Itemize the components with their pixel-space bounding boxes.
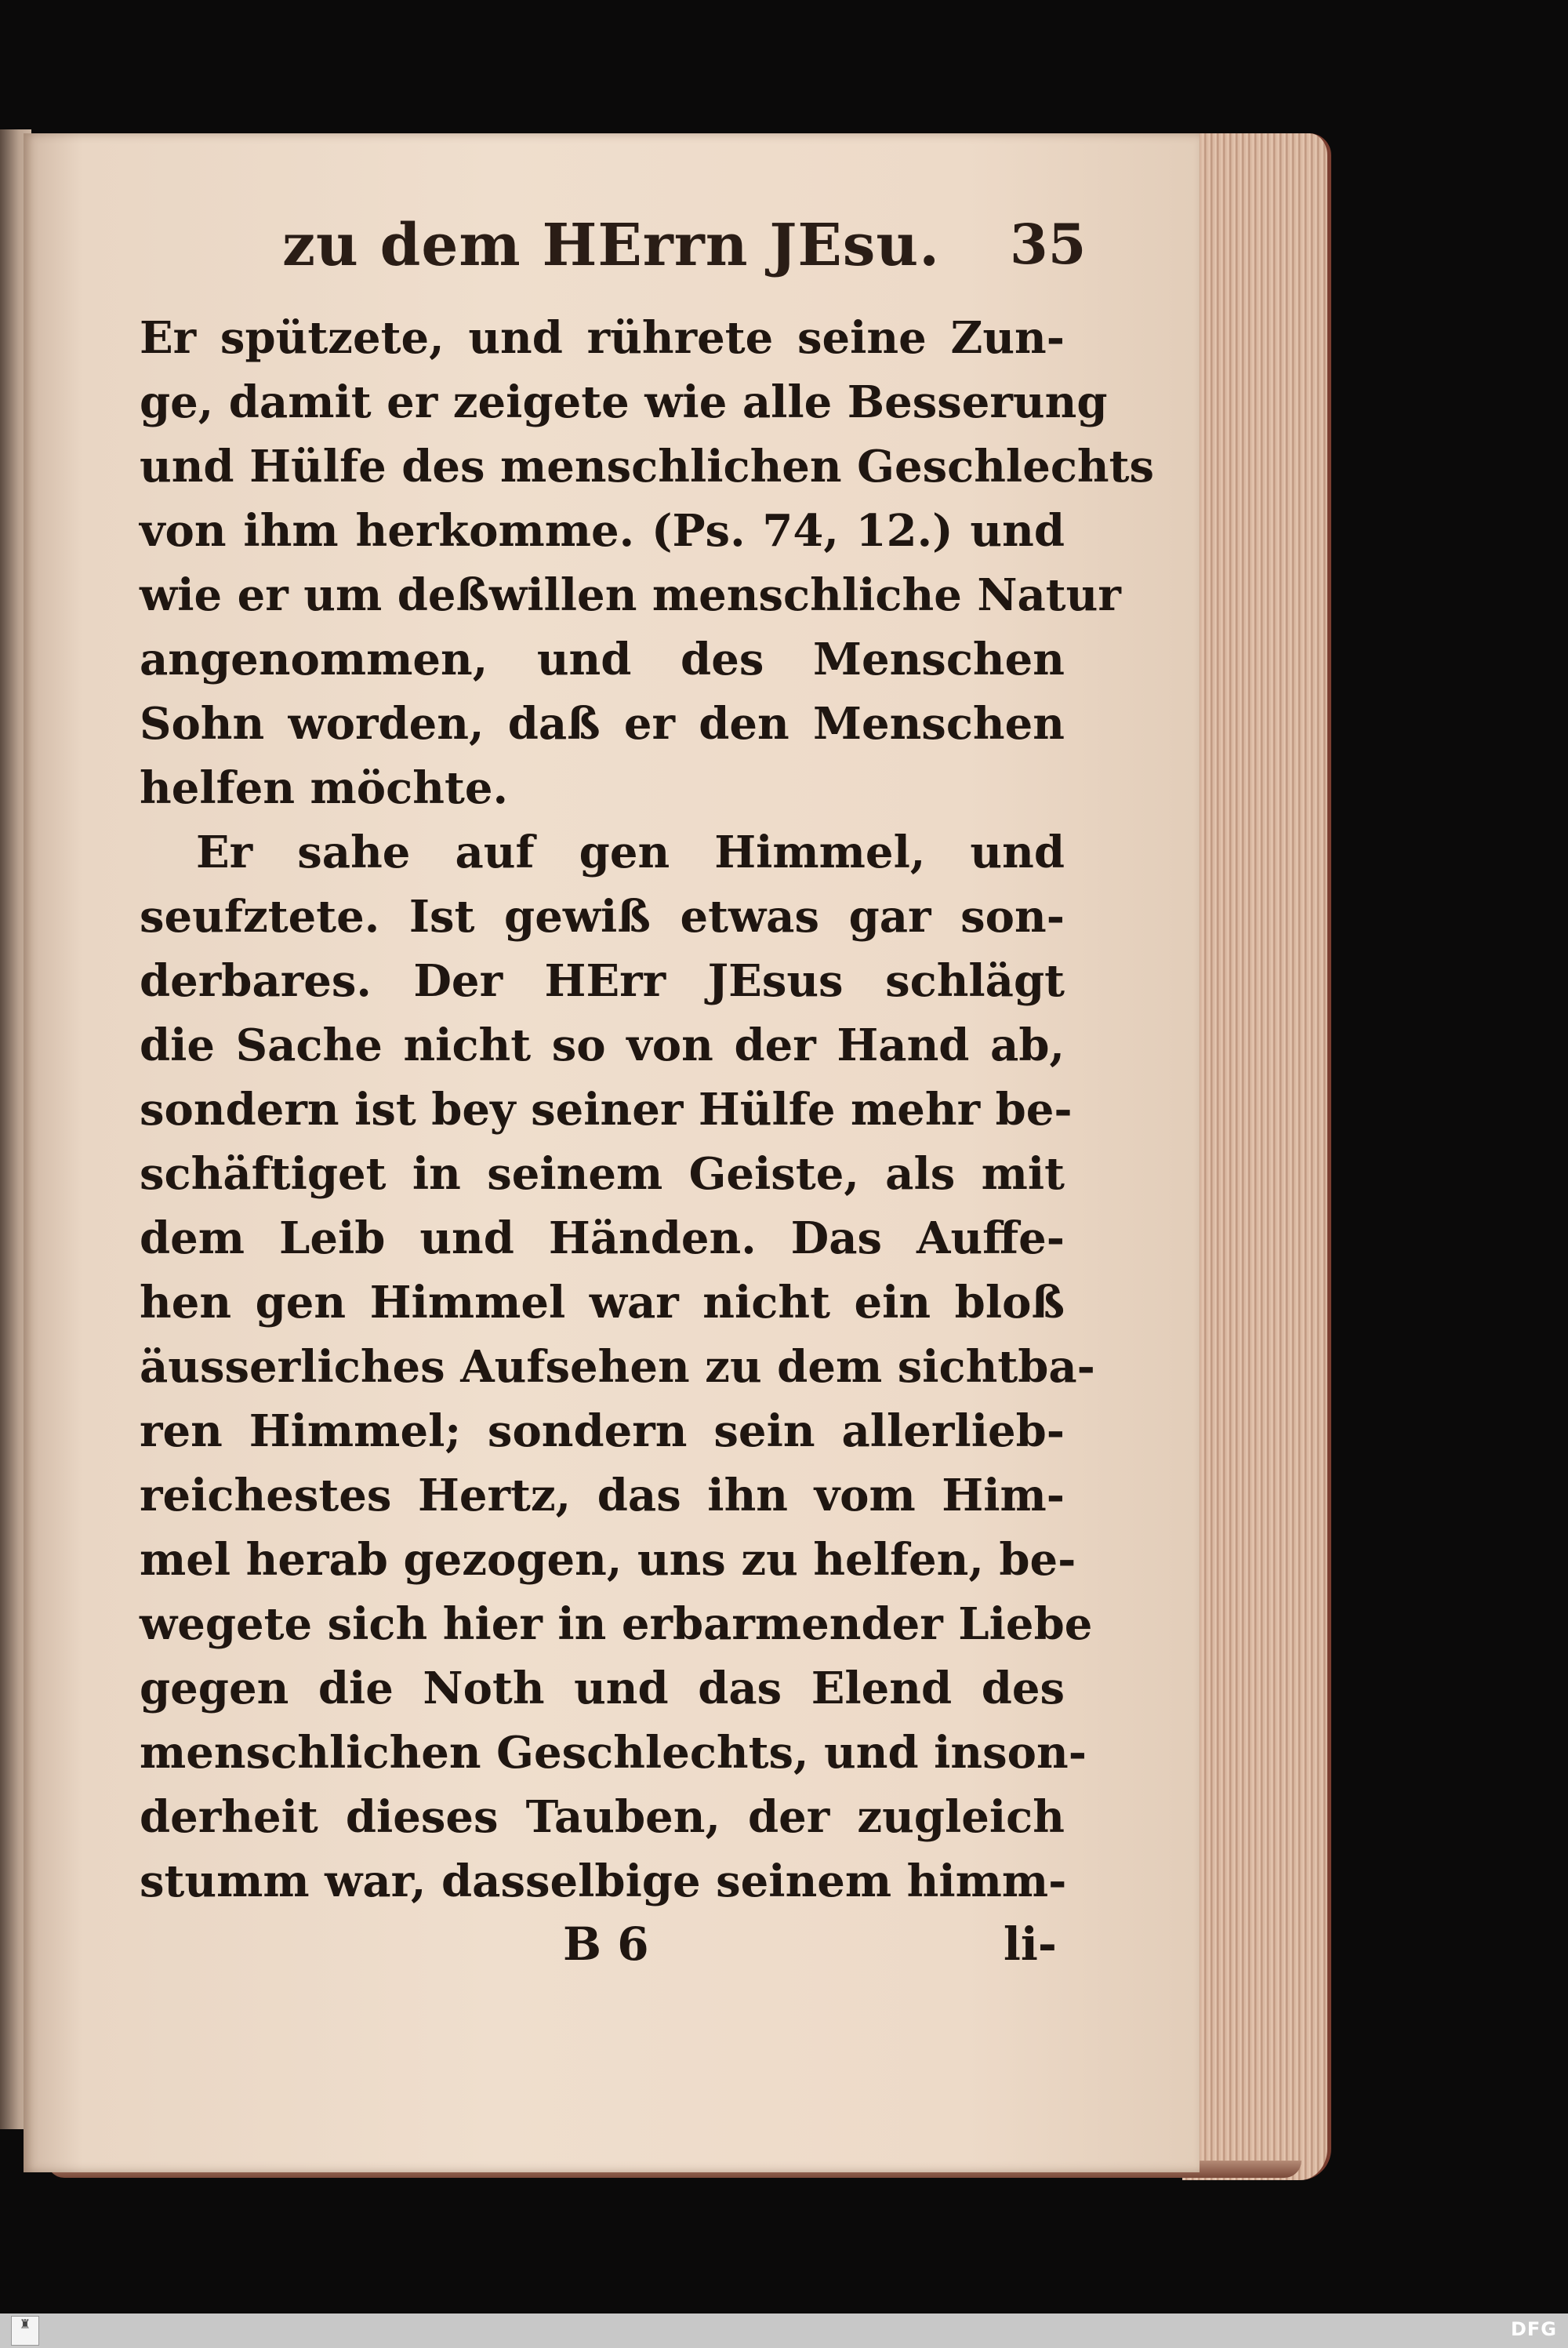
text-line: Er sahe auf gen Himmel, und bbox=[196, 827, 1065, 878]
text-line: wegete sich hier in erbarmender Liebe bbox=[140, 1598, 1093, 1650]
dfg-label: DFG bbox=[1510, 2318, 1557, 2340]
book-fore-edge bbox=[1182, 133, 1331, 2180]
text-line: hen gen Himmel war nicht ein bloß bbox=[140, 1277, 1065, 1328]
text-line: derbares. Der HErr JEsus schlägt bbox=[140, 955, 1065, 1007]
text-line: sondern ist bey seiner Hülfe mehr be- bbox=[140, 1084, 1073, 1136]
viewer-bar bbox=[0, 2313, 1568, 2348]
text-line: äusserliches Aufsehen zu dem sichtba- bbox=[140, 1341, 1095, 1393]
library-logo-icon: ♜ bbox=[11, 2316, 39, 2346]
text-line: dem Leib und Händen. Das Auffe- bbox=[140, 1212, 1065, 1264]
page-header bbox=[282, 212, 1087, 290]
text-line: von ihm herkomme. (Ps. 74, 12.) und bbox=[140, 505, 1065, 557]
page-footer bbox=[140, 1917, 1065, 1980]
signature-mark: B 6 bbox=[563, 1917, 649, 1971]
catchword: li- bbox=[1003, 1917, 1057, 1971]
text-line: gegen die Noth und das Elend des bbox=[140, 1663, 1065, 1714]
text-line: stumm war, dasselbige seinem himm- bbox=[140, 1856, 1067, 1907]
text-line: mel herab gezogen, uns zu helfen, be- bbox=[140, 1534, 1076, 1586]
text-line: ren Himmel; sondern sein allerlieb- bbox=[140, 1405, 1065, 1457]
page-number: 35 bbox=[1010, 212, 1087, 277]
text-line: wie er um deßwillen menschliche Natur bbox=[140, 569, 1121, 621]
text-line: seufztete. Ist gewiß etwas gar son- bbox=[140, 891, 1065, 943]
text-line: Er spützete, und rührete seine Zun- bbox=[140, 312, 1065, 364]
text-line: angenommen, und des Menschen bbox=[140, 634, 1065, 685]
text-line: Sohn worden, daß er den Menschen bbox=[140, 698, 1065, 750]
page-body bbox=[140, 306, 1155, 1914]
text-line: derheit dieses Tauben, der zugleich bbox=[140, 1791, 1065, 1843]
text-line: menschlichen Geschlechts, und inson- bbox=[140, 1727, 1087, 1779]
text-line: und Hülfe des menschlichen Geschlechts bbox=[140, 441, 1155, 492]
running-title: zu dem HErrn JEsu. bbox=[282, 212, 940, 279]
text-line: schäftiget in seinem Geiste, als mit bbox=[140, 1148, 1065, 1200]
text-line: ge, damit er zeigete wie alle Besserung bbox=[140, 376, 1108, 428]
text-line: die Sache nicht so von der Hand ab, bbox=[140, 1020, 1065, 1071]
text-line: helfen möchte. bbox=[140, 762, 508, 814]
text-line: reichestes Hertz, das ihn vom Him- bbox=[140, 1470, 1065, 1521]
